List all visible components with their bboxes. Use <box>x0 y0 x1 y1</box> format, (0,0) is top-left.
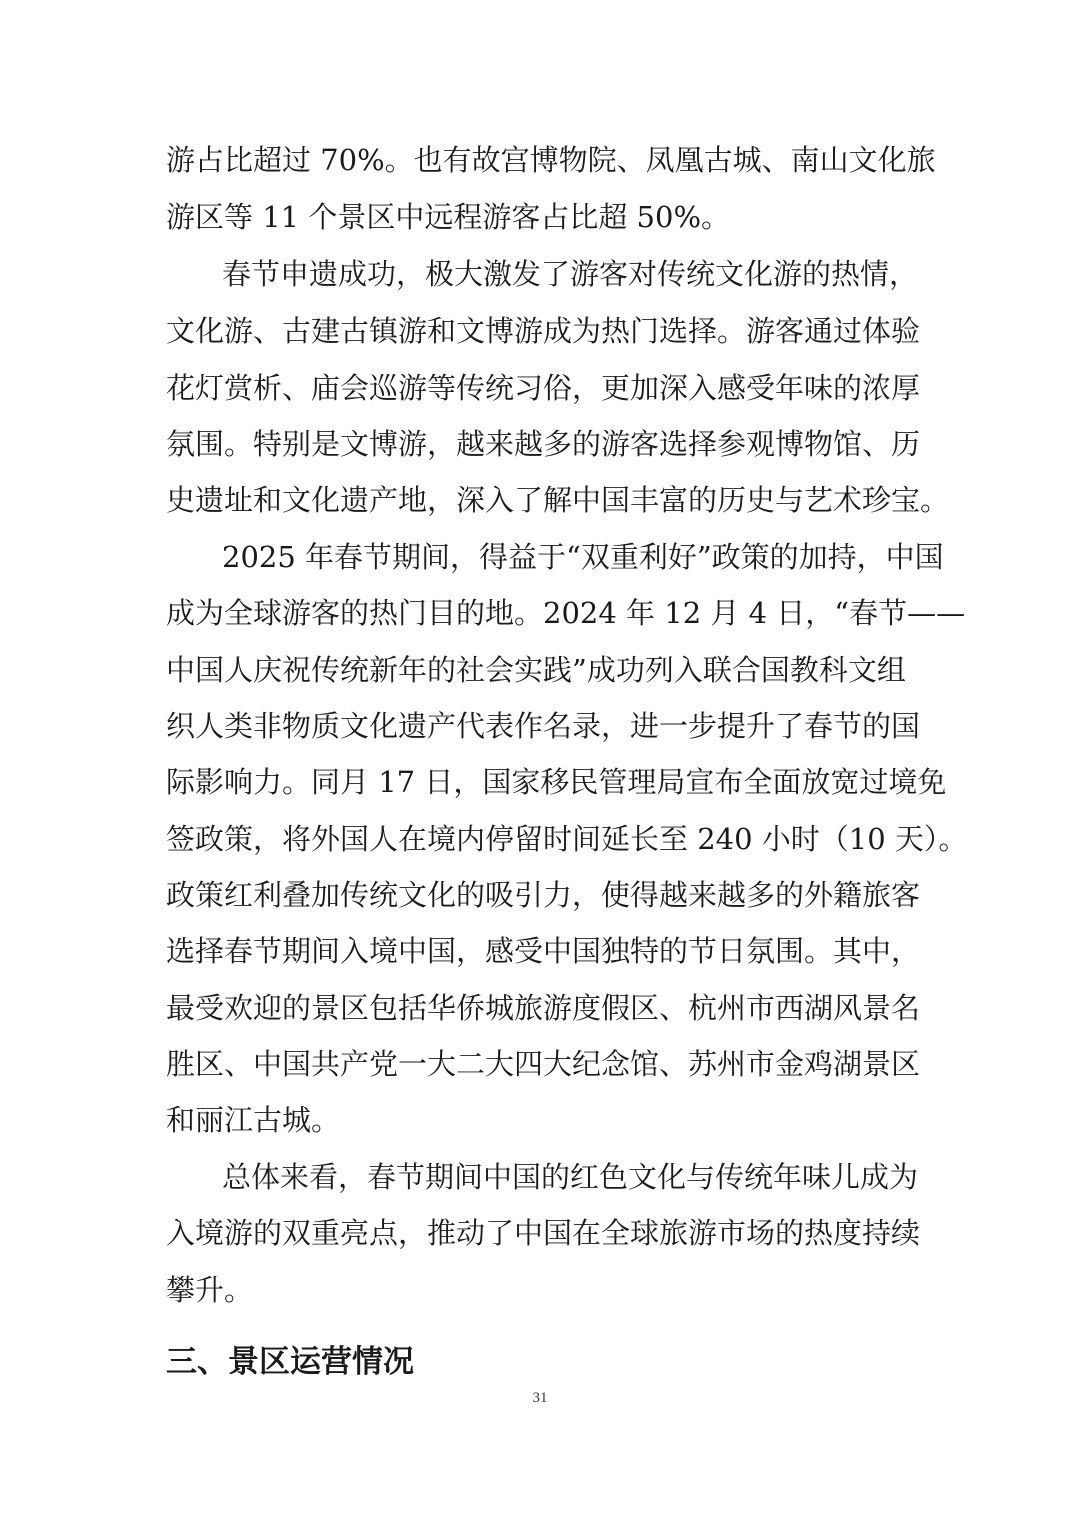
paragraph-3-line-8: 选择春节期间入境中国，感受中国独特的节日氛围。其中， <box>166 934 921 968</box>
paragraph-3-line-4: 织人类非物质文化遗产代表作名录，进一步提升了春节的国 <box>166 709 921 743</box>
paragraph-3-line-7: 政策红利叠加传统文化的吸引力，使得越来越多的外籍旅客 <box>166 878 921 912</box>
paragraph-3-line-10: 胜区、中国共产党一大二大四大纪念馆、苏州市金鸡湖景区 <box>166 1047 921 1081</box>
paragraph-1-line-1: 游占比超过 70%。也有故宫博物院、凤凰古城、南山文化旅 <box>166 143 936 177</box>
paragraph-3-line-11: 和丽江古城。 <box>166 1103 341 1137</box>
paragraph-3-line-9: 最受欢迎的景区包括华侨城旅游度假区、杭州市西湖风景名 <box>166 991 921 1025</box>
paragraph-3-line-6: 签政策，将外国人在境内停留时间延长至 240 小时（10 天）。 <box>166 822 968 856</box>
paragraph-4-line-3: 攀升。 <box>166 1273 254 1307</box>
page-number: 31 <box>532 1390 548 1406</box>
paragraph-2-line-3: 花灯赏析、庙会巡游等传统习俗，更加深入感受年味的浓厚 <box>166 371 921 405</box>
paragraph-2-line-4: 氛围。特别是文博游，越来越多的游客选择参观博物馆、历 <box>166 427 921 461</box>
section-heading: 三、景区运营情况 <box>166 1344 414 1380</box>
paragraph-2-line-5: 史遗址和文化遗产地，深入了解中国丰富的历史与艺术珍宝。 <box>166 483 950 517</box>
paragraph-3-line-2: 成为全球游客的热门目的地。2024 年 12 月 4 日，“春节—— <box>166 596 966 630</box>
paragraph-3-line-1: 2025 年春节期间，得益于“双重利好”政策的加持，中国 <box>222 540 944 574</box>
paragraph-2-line-1: 春节申遗成功，极大激发了游客对传统文化游的热情， <box>222 257 919 291</box>
paragraph-4-line-1: 总体来看，春节期间中国的红色文化与传统年味儿成为 <box>222 1160 919 1194</box>
paragraph-1-line-2: 游区等 11 个景区中远程游客占比超 50%。 <box>166 200 731 234</box>
paragraph-3-line-5: 际影响力。同月 17 日，国家移民管理局宣布全面放宽过境免 <box>166 765 947 799</box>
paragraph-3-line-3: 中国人庆祝传统新年的社会实践”成功列入联合国教科文组 <box>166 653 906 687</box>
paragraph-4-line-2: 入境游的双重亮点，推动了中国在全球旅游市场的热度持续 <box>166 1216 921 1250</box>
paragraph-2-line-2: 文化游、古建古镇游和文博游成为热门选择。游客通过体验 <box>166 314 921 348</box>
